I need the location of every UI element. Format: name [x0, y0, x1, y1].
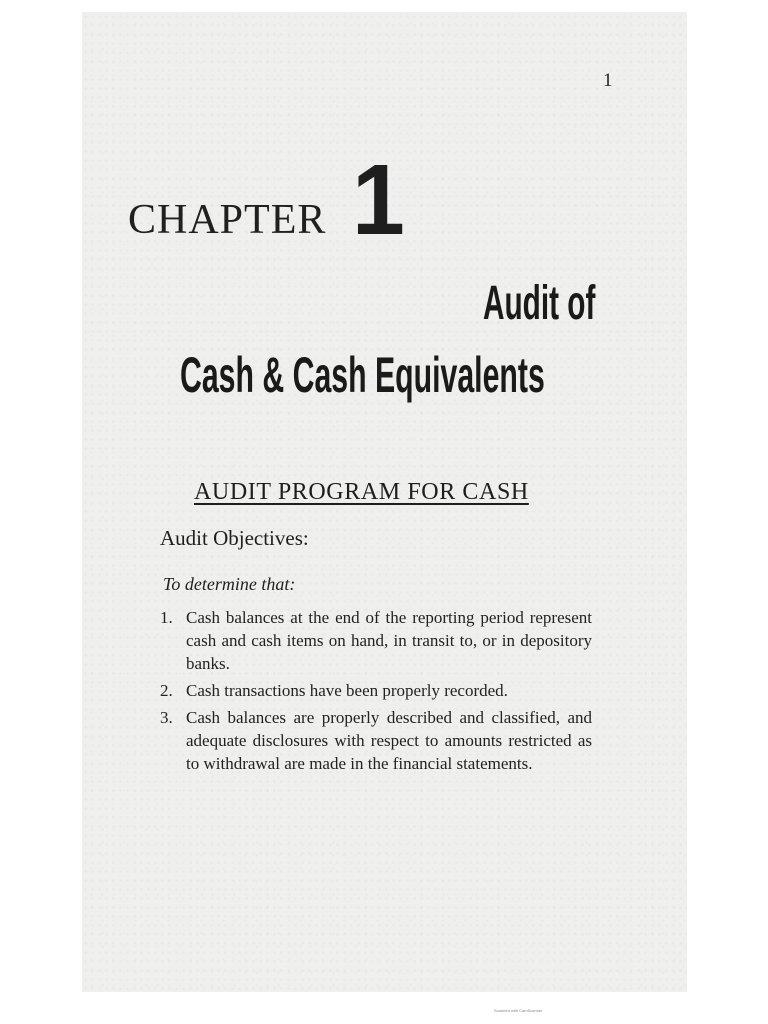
objective-item: [160, 679, 592, 702]
objective-number: 1.: [160, 608, 173, 627]
chapter-number: 1: [352, 144, 405, 256]
intro-text: To determine that:: [163, 574, 296, 594]
chapter-title-line-1: Audit of: [483, 277, 596, 330]
page-number: 1: [603, 70, 613, 91]
objective-item: [160, 606, 592, 675]
section-heading: AUDIT PROGRAM FOR CASH: [194, 479, 529, 505]
objective-text: Cash balances at the end of the reporting period represent cash and cash items on hand, in transit to, or in depository banks.: [186, 608, 592, 673]
objective-number: 2.: [160, 681, 173, 700]
objective-text: Cash transactions have been properly recorded.: [186, 681, 508, 700]
objective-text: Cash balances are properly described and classified, and adequate disclosures with respect to amounts restricted as to withdrawal are made in the financial statements.: [186, 708, 592, 773]
chapter-label: CHAPTER: [128, 197, 327, 243]
objective-item: [160, 706, 592, 775]
scanner-watermark: Scanned with CamScanner: [494, 1008, 543, 1013]
objectives-label: Audit Objectives:: [160, 526, 309, 550]
chapter-title-line-2: Cash & Cash Equivalents: [180, 347, 545, 403]
objective-number: 3.: [160, 708, 173, 727]
objectives-list: [160, 606, 592, 779]
